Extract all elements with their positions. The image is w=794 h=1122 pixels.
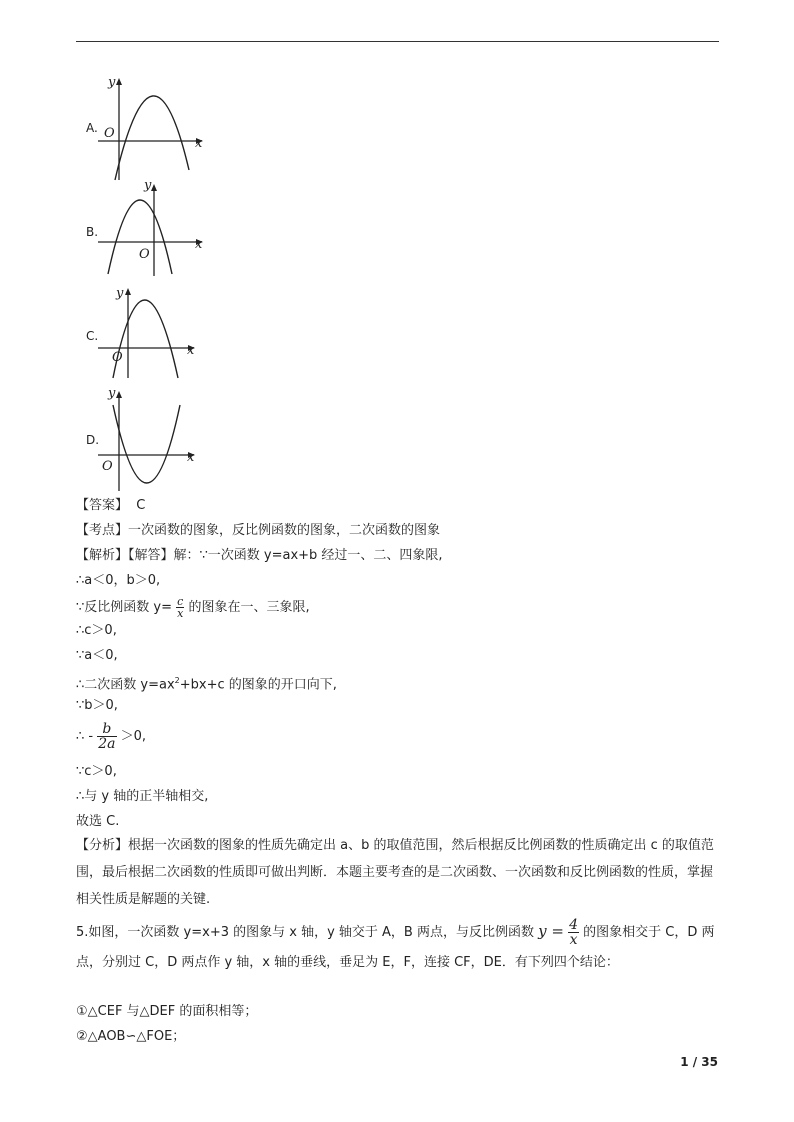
origin-label: O xyxy=(139,247,150,262)
fraction-numerator: 4 xyxy=(569,917,578,933)
option-d-label: D. xyxy=(86,433,100,447)
fraction-4-over-x xyxy=(568,918,579,947)
origin-label: O xyxy=(112,350,123,365)
x-axis-label: x xyxy=(195,237,203,252)
solution-step-7 xyxy=(76,722,146,751)
solution-step-5 xyxy=(76,673,337,693)
fraction-numerator: c xyxy=(177,595,184,608)
solution-step-3: ∴c＞0, xyxy=(76,623,117,638)
conclusion-1: ①△CEF 与△DEF 的面积相等； xyxy=(76,1004,258,1019)
step-7-text-pre: ∴ - xyxy=(76,729,94,744)
y-axis-label: y xyxy=(116,286,124,301)
fraction-denominator: 2a xyxy=(98,736,116,752)
solution-step-1: ∴a＜0，b＞0, xyxy=(76,573,161,588)
q5-text-post: 的图象相交于 C，D 两点，分别过 C，D 两点作 y 轴，x 轴的垂线，垂足为 E，F，连接 CF，DE．有下列四个结论： xyxy=(76,925,715,970)
x-axis-label: x xyxy=(187,343,195,358)
answer-label: 【答案】 xyxy=(76,498,129,513)
option-b-label: B. xyxy=(86,225,99,239)
q5-function-lhs: y = xyxy=(538,922,564,940)
step-2-text-pre: ∵反比例函数 y= xyxy=(76,600,172,615)
fraction-denominator: x xyxy=(177,607,184,620)
x-axis-label: x xyxy=(195,136,203,151)
question-5 xyxy=(76,916,724,978)
option-c-label: C. xyxy=(86,329,99,343)
option-d-graph xyxy=(92,383,212,493)
option-c-graph xyxy=(92,280,212,390)
fraction-b-over-2a xyxy=(97,722,116,751)
topic-line: 【考点】一次函数的图象，反比例函数的图象，二次函数的图象 xyxy=(76,523,441,538)
fraction-numerator: b xyxy=(97,722,116,737)
step-5-text-post: +bx+c 的图象的开口向下, xyxy=(179,677,337,693)
answer-value: C xyxy=(136,498,146,513)
analysis-line: 【解析】【解答】解：∵一次函数 y=ax+b 经过一、二、四象限, xyxy=(76,548,443,563)
step-7-text-post: ＞0, xyxy=(120,729,147,744)
header-rule xyxy=(76,41,719,42)
fraction-c-over-x xyxy=(176,596,184,619)
step-5-text-pre: ∴二次函数 y=ax xyxy=(76,677,175,693)
origin-label: O xyxy=(104,126,115,141)
analysis-summary: 【分析】根据一次函数的图象的性质先确定出 a、b 的取值范围，然后根据反比例函数的性质确定出 c 的取值范围，最后根据二次函数的性质即可做出判断．本题主要考查的是二次函数、一次函数和反比例函数的性质，掌握相关性质是解题的关键. xyxy=(76,838,714,907)
solution-step-9: ∴与 y 轴的正半轴相交, xyxy=(76,789,209,804)
option-a-label: A. xyxy=(86,121,98,135)
q5-text-pre: 5.如图，一次函数 y=x+3 的图象与 x 轴，y 轴交于 A，B 两点，与反比例函数 xyxy=(76,925,534,940)
option-b-graph xyxy=(92,176,212,286)
page-number: 1 / 35 xyxy=(680,1055,718,1069)
y-axis-label: y xyxy=(108,386,116,401)
solution-step-4: ∵a＜0, xyxy=(76,648,118,663)
exponent: 2 xyxy=(174,676,180,685)
solution-step-8: ∵c＞0, xyxy=(76,764,117,779)
step-2-text-post: 的图象在一、三象限, xyxy=(188,600,310,615)
answer-line xyxy=(76,498,145,514)
solution-step-6: ∵b＞0, xyxy=(76,698,118,713)
y-axis-label: y xyxy=(144,178,152,193)
solution-step-2 xyxy=(76,596,310,619)
conclusion-2: ②△AOB∽△FOE； xyxy=(76,1029,186,1044)
origin-label: O xyxy=(102,459,113,474)
solution-step-10: 故选 C. xyxy=(76,814,120,829)
fraction-denominator: x xyxy=(569,932,578,948)
x-axis-label: x xyxy=(187,450,195,465)
y-axis-label: y xyxy=(108,75,116,90)
option-a-graph xyxy=(92,72,212,182)
